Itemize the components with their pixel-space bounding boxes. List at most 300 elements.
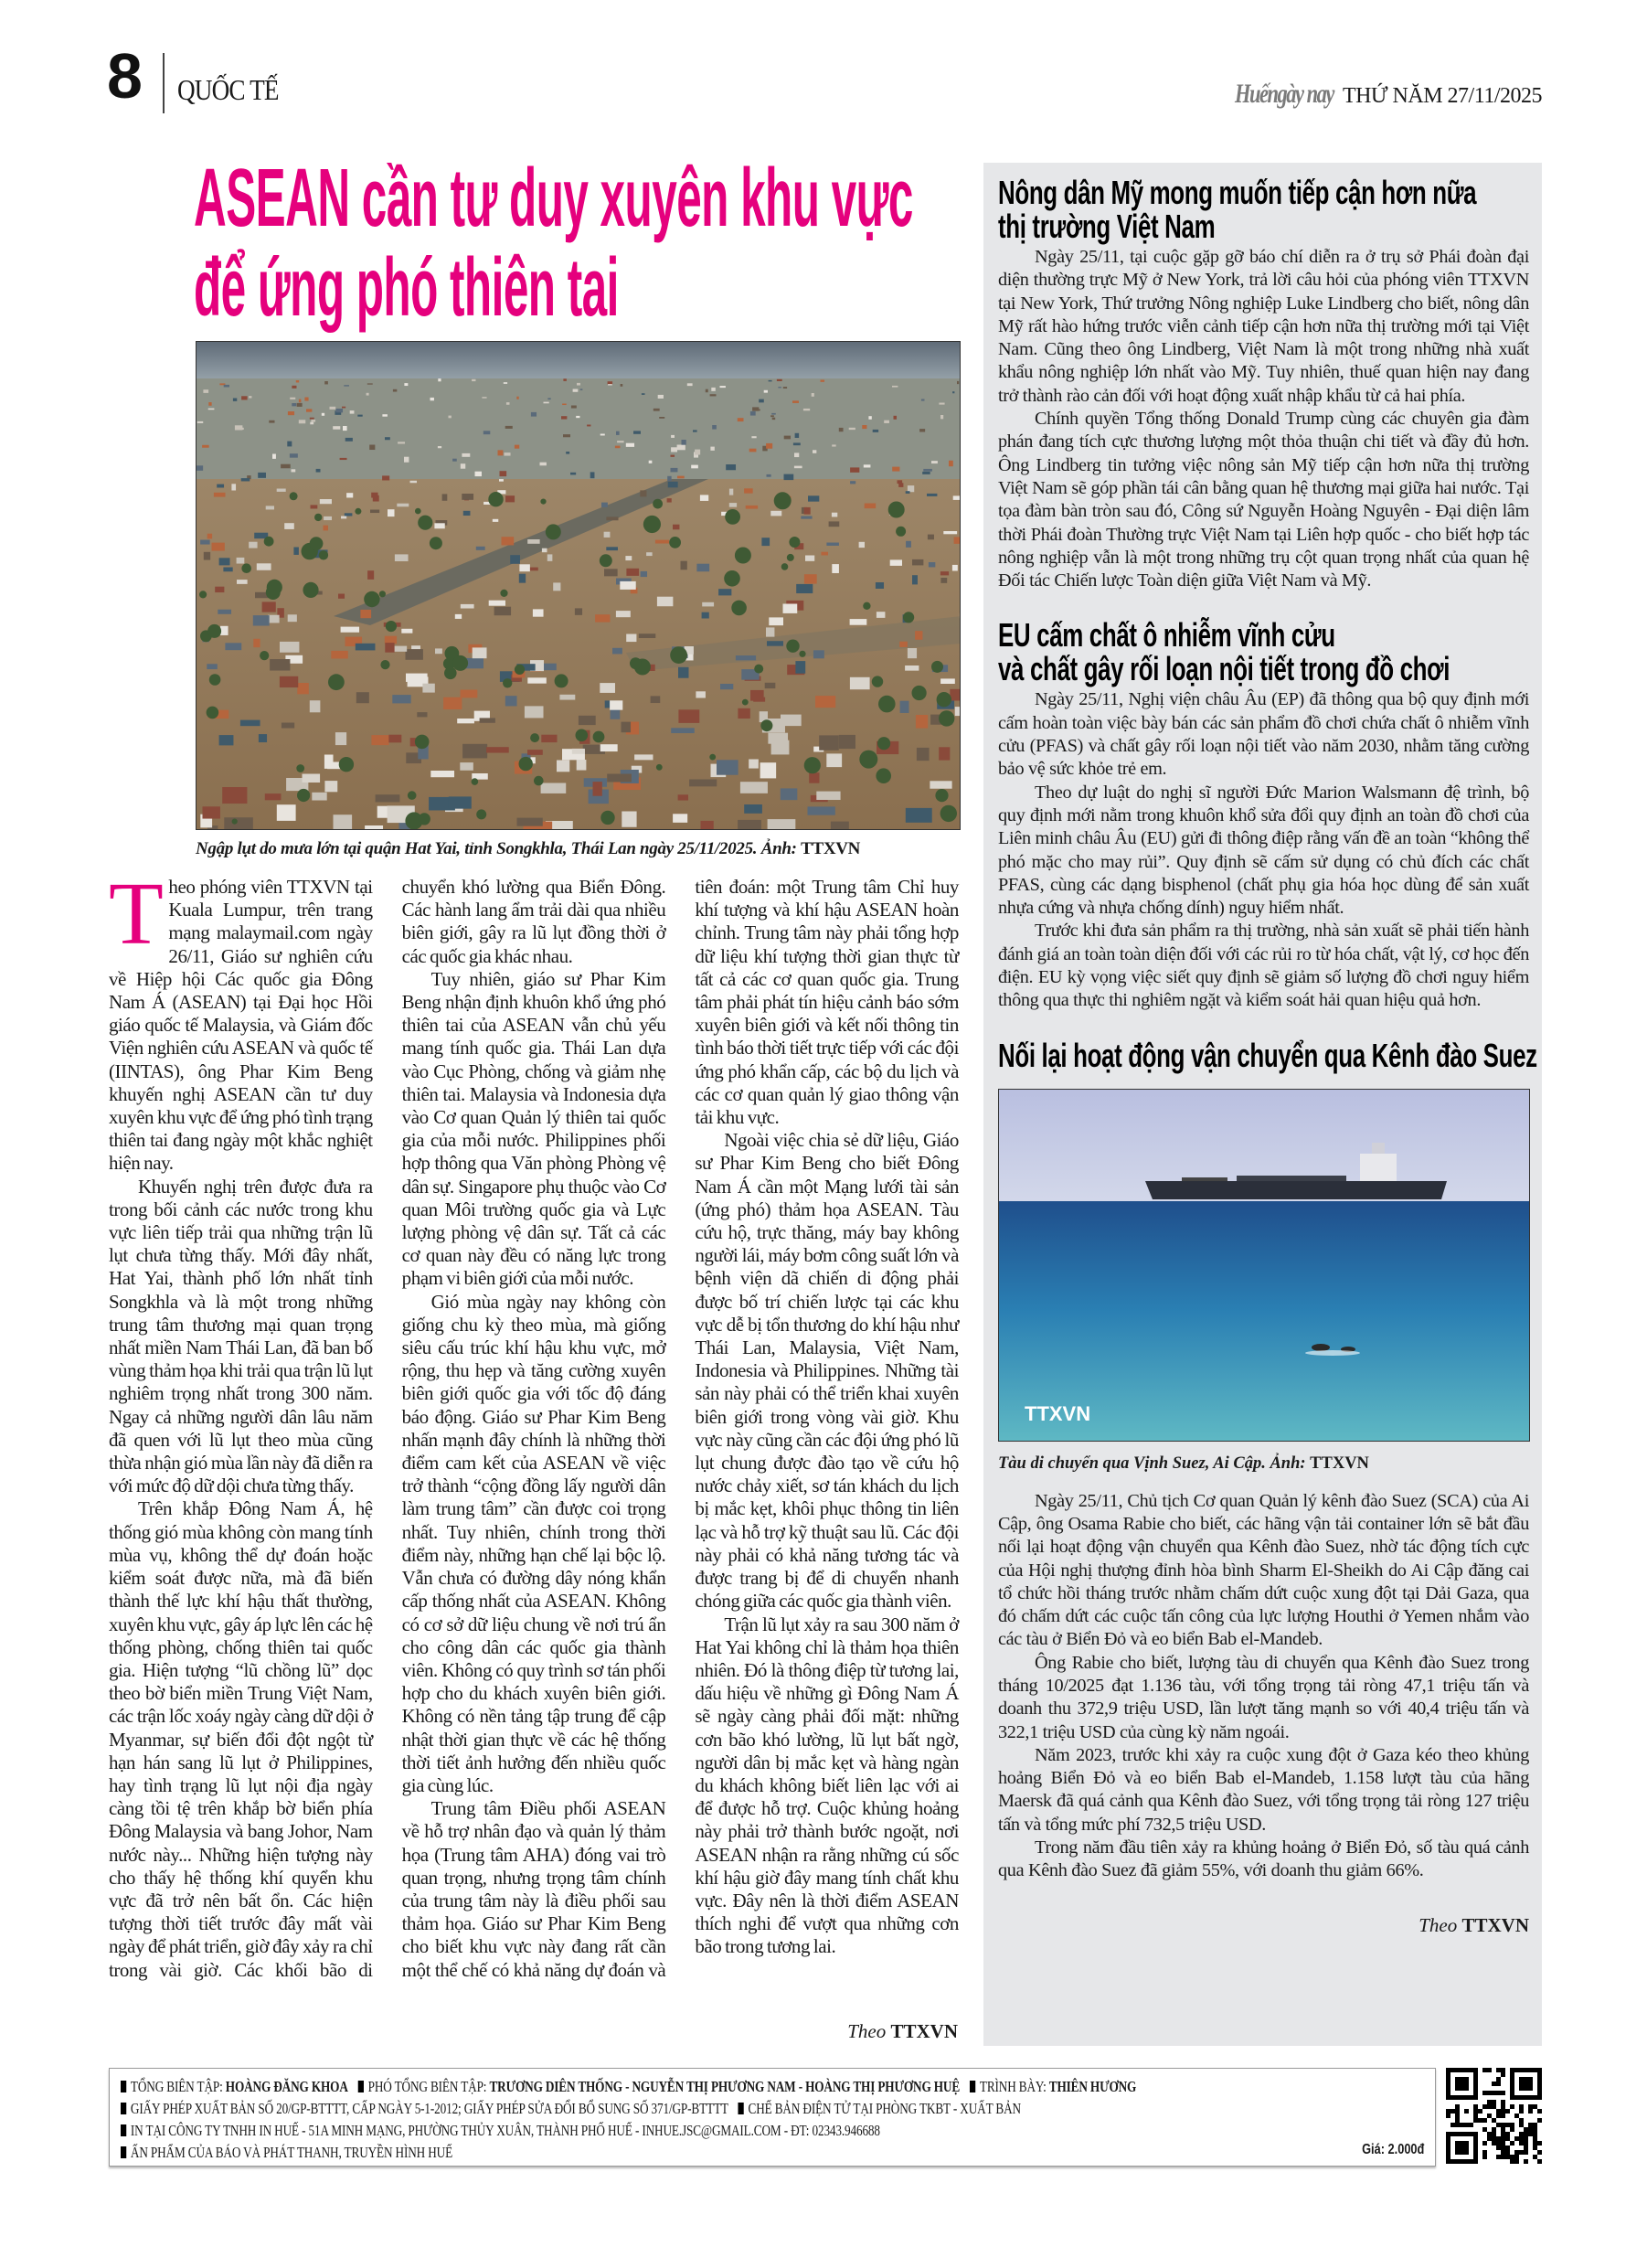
building-roof	[943, 531, 957, 534]
building-roof	[203, 806, 220, 818]
building-roof	[310, 422, 313, 425]
tree	[355, 508, 361, 515]
building-roof	[590, 472, 595, 478]
building-roof	[310, 418, 314, 420]
building-roof	[671, 728, 695, 733]
building-roof	[519, 574, 526, 583]
building-roof	[890, 559, 902, 565]
building-roof	[673, 814, 687, 823]
tree	[912, 686, 927, 700]
building-roof	[331, 651, 347, 659]
paragraph: Theo dự luật do nghị sĩ người Đức Marion Walsmann đệ trình, bộ quy định mới nằm trong khuôn khổ sửa đổi quy định an toàn đồ chơi của Liên minh châu Âu (EU) gửi đi thông điệp rằng vấn đề an toàn “không thể phó mặc cho may rủi”. Quy định sẽ cấm sử dụng có chủ đích các chất PFAS, cùng các dạng bisphenol (chất phụ gia hóa học dùng để sản xuất nhựa cứng và nhựa chống dính) nguy hiểm nhất.	[998, 782, 1529, 919]
building-roof	[241, 478, 250, 481]
building-roof	[922, 472, 930, 474]
building-roof	[626, 569, 639, 576]
brief-us-farmers	[998, 176, 1529, 592]
byline-source: TTXVN	[1461, 1913, 1529, 1936]
tree	[931, 661, 943, 673]
editor-in-chief: HOÀNG ĐĂNG KHOA	[225, 2078, 348, 2095]
building-roof	[461, 463, 465, 468]
building-roof	[510, 555, 520, 564]
building-roof	[577, 383, 580, 386]
tree	[264, 537, 274, 547]
building-roof	[533, 609, 544, 616]
building-roof	[292, 386, 296, 389]
building-roof	[577, 760, 587, 771]
building-roof	[350, 410, 355, 413]
building-roof	[304, 398, 308, 401]
building-roof	[768, 819, 796, 830]
building-roof	[334, 815, 353, 829]
building-roof	[783, 604, 798, 613]
building-roof	[324, 526, 328, 531]
building-roof	[767, 641, 783, 645]
building-roof	[801, 516, 812, 519]
building-roof	[306, 409, 312, 411]
building-roof	[462, 744, 487, 759]
building-roof	[693, 430, 697, 431]
building-roof	[455, 614, 462, 619]
tree	[328, 674, 345, 690]
building-roof	[850, 467, 859, 472]
building-roof	[671, 435, 675, 438]
building-roof	[750, 411, 756, 416]
building-roof	[912, 575, 918, 584]
building-roof	[515, 445, 519, 449]
building-roof	[218, 610, 231, 614]
building-roof	[303, 774, 321, 783]
building-roof	[744, 488, 753, 493]
building-roof	[718, 589, 731, 595]
tree	[530, 733, 539, 742]
tree	[896, 527, 906, 537]
tree	[207, 707, 219, 719]
tree	[415, 735, 430, 750]
building-roof	[678, 667, 688, 678]
building-roof	[335, 732, 346, 745]
building-roof	[792, 400, 799, 403]
tree	[476, 809, 486, 819]
building-roof	[357, 415, 362, 417]
tree	[472, 778, 479, 785]
building-roof	[738, 820, 761, 830]
building-roof	[687, 383, 693, 386]
building-roof	[658, 395, 664, 399]
footer-line-editors	[121, 2076, 1137, 2098]
building-roof	[701, 821, 714, 830]
building-roof	[616, 611, 631, 617]
building-roof	[749, 760, 759, 769]
building-roof	[259, 734, 267, 742]
tree	[260, 651, 269, 660]
tree	[380, 660, 389, 669]
ship-at-sea-image	[999, 1090, 1530, 1442]
layout-designer: THIÊN HƯƠNG	[1048, 2078, 1137, 2095]
building-roof	[258, 473, 266, 478]
building-roof	[553, 582, 560, 591]
building-roof	[812, 393, 814, 397]
tree	[207, 624, 221, 638]
tree	[364, 591, 379, 607]
building-roof	[404, 457, 409, 463]
building-roof	[950, 689, 961, 701]
caption-text: Ngập lụt do mưa lớn tại quận Hat Yai, tỉnh Songkhla, Thái Lan ngày 25/11/2025. Ảnh:	[196, 839, 802, 858]
building-roof	[237, 580, 248, 584]
tree	[534, 776, 544, 786]
building-roof	[562, 404, 567, 406]
building-roof	[223, 568, 232, 572]
building-roof	[505, 696, 517, 706]
building-roof	[696, 564, 709, 572]
building-roof	[493, 519, 498, 522]
building-roof	[952, 391, 954, 393]
building-roof	[338, 594, 345, 599]
building-roof	[641, 571, 647, 577]
building-roof	[892, 467, 899, 472]
building-roof	[476, 547, 485, 550]
building-roof	[640, 490, 646, 496]
building-roof	[277, 489, 286, 492]
building-roof	[839, 428, 844, 431]
building-roof	[219, 558, 230, 565]
building-roof	[826, 543, 839, 546]
building-roof	[620, 581, 635, 590]
headline-line: thị trường Việt Nam	[998, 208, 1216, 245]
building-roof	[939, 403, 944, 405]
building-roof	[398, 442, 405, 443]
building-roof	[667, 498, 672, 502]
photo-caption	[196, 839, 860, 859]
building-roof	[249, 542, 257, 548]
building-roof	[296, 380, 299, 382]
tree	[418, 516, 432, 530]
building-roof	[557, 761, 569, 772]
building-roof	[595, 614, 610, 622]
building-roof	[928, 535, 934, 540]
building-roof	[695, 450, 700, 455]
building-roof	[571, 406, 577, 409]
building-roof	[677, 476, 685, 479]
caption-text: Tàu di chuyển qua Vịnh Suez, Ai Cập. Ảnh:	[998, 1453, 1311, 1473]
building-roof	[438, 378, 441, 381]
building-roof	[908, 485, 914, 492]
building-roof	[667, 476, 671, 481]
building-roof	[900, 701, 909, 713]
building-roof	[919, 429, 925, 431]
building-roof	[600, 744, 618, 751]
building-roof	[769, 380, 772, 381]
building-roof	[953, 495, 961, 499]
paragraph: Ngoài việc chia sẻ dữ liệu, Giáo sư Phar Kim Beng cho biết Đông Nam Á cần một Mạng lưới tài sản (ứng phó) thảm họa ASEAN. Tàu cứu hộ, trực thăng, máy bay không người lái, máy bơm công suất lớn và bệnh viện dã chiến di động phải được bố trí chiến lược tại các khu vực dễ bị tổn thương do khí hậu như Thái Lan, Malaysia, Việt Nam, Indonesia và Philippines. Những tài sản này phải có thể triển khai xuyên biên giới trong vòng vài giờ. Khu vực này cũng cần các đội ứng phó lũ lụt chung được đào tạo về cứu hộ nước chảy xiết, sơ tán khách du lịch bị mắc kẹt, khôi phục thông tin liên lạc và hỗ trợ kỹ thuật sau lũ. Các đội này phải có khả năng tương tác và được trang bị để di chuyển nhanh chóng giữa các quốc gia thành viên.	[695, 1129, 959, 1613]
building-roof	[494, 607, 511, 616]
building-roof	[442, 494, 448, 500]
building-roof	[268, 615, 280, 623]
photo-credit: TTXVN	[801, 839, 861, 858]
building-roof	[561, 416, 567, 419]
building-roof	[678, 709, 699, 723]
building-roof	[804, 574, 817, 583]
building-roof	[395, 554, 409, 561]
tree	[903, 612, 914, 623]
building-roof	[430, 398, 434, 400]
building-roof	[472, 379, 475, 381]
building-roof	[292, 403, 296, 406]
building-roof	[214, 493, 226, 497]
building-roof	[540, 463, 547, 466]
building-roof	[434, 523, 444, 528]
building-roof	[422, 684, 434, 693]
building-roof	[927, 494, 937, 496]
building-roof	[940, 678, 955, 684]
qr-code[interactable]	[1446, 2068, 1542, 2164]
building-roof	[237, 558, 245, 564]
tree	[760, 719, 772, 731]
byline-source: TTXVN	[890, 2020, 958, 2042]
building-roof	[729, 503, 737, 507]
building-roof	[489, 601, 505, 606]
tree	[709, 754, 716, 761]
building-roof	[547, 554, 553, 560]
brief-byline	[998, 1914, 1529, 1937]
building-roof	[563, 378, 566, 381]
tree	[878, 696, 896, 713]
building-roof	[876, 582, 884, 589]
building-roof	[677, 445, 685, 451]
building-roof	[322, 413, 324, 416]
building-roof	[257, 563, 271, 570]
building-roof	[367, 570, 374, 580]
headline-line: để ứng phó thiên tai	[194, 242, 619, 334]
building-roof	[625, 556, 632, 560]
tree	[643, 516, 661, 533]
building-roof	[531, 412, 537, 417]
building-roof	[905, 665, 919, 671]
building-roof	[821, 380, 825, 382]
building-roof	[519, 564, 529, 571]
building-roof	[203, 389, 208, 393]
building-roof	[608, 384, 612, 385]
building-roof	[808, 495, 819, 501]
building-roof	[220, 626, 228, 635]
building-roof	[760, 762, 777, 778]
photo-watermark: TTXVN	[1025, 1401, 1091, 1425]
article-byline	[695, 2020, 958, 2043]
tree	[241, 563, 251, 573]
printer-info: IN TẠI CÔNG TY TNHH IN HUẾ - 51A MINH MẠNG, PHƯỜNG THỦY XUÂN, THÀNH PHỐ HUẾ - INHUE.JSC@GMAIL.COM - ĐT: 02343.946688	[130, 2122, 880, 2139]
tree	[742, 699, 749, 706]
building-roof	[604, 532, 611, 538]
license-info: GIẤY PHÉP XUẤT BẢN SỐ 20/GP-BTTTT, CẤP NGÀY 5-1-2012; GIẤY PHÉP SỬA ĐỔI BỔ SUNG SỐ 371/GP-BTTTT	[130, 2100, 728, 2117]
building-roof	[217, 484, 224, 488]
building-roof	[796, 584, 813, 593]
tree	[297, 789, 310, 802]
building-roof	[642, 393, 645, 395]
building-roof	[612, 648, 622, 655]
tree	[408, 791, 417, 800]
building-roof	[809, 772, 819, 783]
building-roof	[752, 407, 759, 410]
building-roof	[225, 643, 241, 650]
footer-line-license	[121, 2098, 1137, 2120]
building-roof	[832, 444, 835, 446]
building-roof	[726, 464, 736, 470]
building-roof	[805, 556, 814, 561]
building-roof	[404, 383, 408, 386]
building-roof	[388, 509, 395, 516]
tree	[724, 570, 740, 587]
tree	[415, 508, 421, 515]
building-roof	[653, 409, 660, 411]
building-roof	[608, 381, 612, 384]
building-roof	[382, 414, 388, 416]
footer-line-publisher	[121, 2142, 1137, 2164]
building-roof	[832, 564, 839, 573]
building-roof	[462, 453, 470, 457]
building-roof	[850, 481, 855, 484]
building-roof	[815, 696, 835, 708]
paragraph: Theo phóng viên TTXVN tại Kuala Lumpur, trên trang mạng malaymail.com ngày 26/11, Giáo sư nghiên cứu về Hiệp hội Các quốc gia Đông Nam Á (ASEAN) tại Đại học Hồi giáo quốc tế Malaysia, và Giám đốc Viện nghiên cứu ASEAN và quốc tế (IINTAS), ông Phar Kim Beng khuyến nghị ASEAN cần tư duy xuyên khu vực để ứng phó tình trạng thiên tai đang ngày một khắc nghiệt hiện nay.	[109, 865, 373, 1175]
paragraph: Chính quyền Tổng thống Donald Trump cùng các chuyên gia đàm phán đang tích cực thương lượng một thỏa thuận chi tiết và đầy đủ hơn. Ông Lindberg tin tưởng việc nông sản Mỹ tiếp cận hơn nữa thị trường Việt Nam sẽ góp phần tái cân bằng quan hệ thương mại giữa hai nước. Tại tọa đàm bàn tròn sau đó, Công sứ Nguyễn Hoàng Nguyên - Đại diện lâm thời Phái đoàn Thường trực Việt Nam tại Liên hợp quốc - cho biết hợp tác nông nghiệp vẫn là một trong những trụ cột quan trọng nhất của quan hệ Đối tác Chiến lược Toàn diện giữa Việt Nam và Mỹ.	[998, 409, 1529, 591]
tree	[630, 657, 642, 669]
building-roof	[452, 459, 457, 462]
building-roof	[621, 384, 623, 387]
building-roof	[438, 446, 441, 448]
brief-headline	[998, 174, 1477, 245]
building-roof	[671, 468, 678, 473]
building-roof	[784, 474, 794, 481]
section-title: QUỐC TẾ	[177, 73, 279, 106]
building-roof	[207, 534, 212, 539]
building-roof	[960, 565, 961, 573]
building-roof	[768, 733, 788, 744]
label: TRÌNH BÀY:	[979, 2078, 1049, 2095]
building-roof	[600, 683, 615, 693]
tree	[939, 710, 954, 726]
building-roof	[738, 708, 749, 719]
building-roof	[542, 548, 547, 552]
building-roof	[706, 389, 708, 393]
building-roof	[921, 399, 925, 401]
building-roof	[406, 649, 423, 660]
building-roof	[499, 479, 504, 482]
main-headline	[194, 154, 913, 333]
building-roof	[952, 565, 958, 571]
photo-credit: TTXVN	[1310, 1453, 1369, 1473]
building-roof	[344, 385, 349, 386]
building-roof	[293, 548, 299, 555]
tree	[600, 811, 614, 825]
building-roof	[266, 506, 274, 509]
building-roof	[356, 692, 369, 703]
building-roof	[751, 436, 756, 438]
building-roof	[576, 416, 579, 418]
building-roof	[370, 510, 379, 514]
building-roof	[388, 735, 401, 743]
building-roof	[299, 420, 305, 423]
building-roof	[397, 504, 409, 507]
deputy-editors: TRƯƠNG DIÊN THỐNG - NGUYỄN THỊ PHƯƠNG NAM - HOÀNG THỊ PHƯƠNG HUỆ	[489, 2078, 961, 2095]
building-roof	[873, 430, 878, 432]
headline-line: ASEAN cần tư duy xuyên khu vực	[194, 153, 913, 244]
building-roof	[280, 676, 298, 687]
building-roof	[410, 481, 418, 483]
building-roof	[371, 735, 388, 745]
footer-line-printer	[121, 2120, 1137, 2142]
building-roof	[385, 437, 390, 440]
building-roof	[265, 793, 282, 800]
building-roof	[859, 542, 865, 548]
building-roof	[894, 416, 898, 420]
building-roof	[702, 602, 714, 607]
building-roof	[541, 735, 557, 742]
tree	[863, 602, 870, 610]
building-roof	[288, 614, 297, 622]
building-roof	[480, 718, 495, 722]
building-roof	[710, 447, 714, 451]
building-roof	[341, 516, 346, 519]
building-roof	[831, 822, 849, 830]
paragraph: Trước khi đưa sản phẩm ra thị trường, nhà sản xuất sẽ phải tiến hành đánh giá an toàn toàn diện đối với các rủi ro từ hóa chất, vật lý, cơ học đến điện. EU kỳ vọng việc siết quy định sẽ giảm số lượng đồ chơi nguy hiểm thông qua thực thi nghiêm ngặt và kiểm soát hải quan hiệu quả hơn.	[998, 921, 1529, 1011]
brief-body	[998, 688, 1529, 1012]
building-roof	[572, 749, 585, 754]
building-roof	[224, 385, 229, 388]
paragraph: Năm 2023, trước khi xảy ra cuộc xung đột ở Gaza kéo theo khủng hoảng Biển Đỏ và eo biển Bab el-Mandeb, 1.158 lượt tàu của hãng Maersk đã quá cảnh qua Kênh đào Suez, với tổng trọng tải ròng 127 triệu tấn và tổng mức phí 732,5 triệu USD.	[998, 1744, 1529, 1835]
building-roof	[744, 804, 762, 814]
building-roof	[460, 762, 473, 771]
building-roof	[367, 393, 369, 396]
building-roof	[819, 735, 839, 750]
tree	[452, 655, 468, 671]
building-roof	[826, 753, 842, 767]
tree	[735, 548, 751, 564]
building-roof	[579, 716, 596, 725]
page-number: 8	[107, 40, 143, 112]
building-roof	[795, 433, 800, 438]
tree	[314, 514, 322, 521]
headline-line: Nông dân Mỹ mong muốn tiếp cận hơn nữa	[998, 174, 1477, 211]
building-roof	[527, 539, 539, 544]
building-roof	[573, 389, 579, 392]
building-roof	[382, 475, 389, 480]
building-roof	[385, 643, 394, 653]
building-roof	[746, 506, 758, 509]
building-roof	[906, 491, 910, 494]
building-roof	[231, 484, 236, 490]
building-roof	[277, 804, 296, 821]
brief-headline	[998, 1036, 1537, 1074]
building-roof	[394, 646, 407, 652]
building-roof	[311, 420, 315, 421]
building-roof	[729, 489, 733, 495]
building-roof	[343, 426, 347, 431]
building-roof	[766, 627, 774, 636]
building-roof	[593, 782, 602, 796]
building-roof	[808, 806, 835, 815]
building-roof	[813, 450, 816, 453]
building-roof	[761, 538, 770, 546]
building-roof	[212, 543, 225, 551]
building-roof	[241, 396, 247, 399]
tree	[653, 499, 663, 509]
tree	[725, 509, 740, 525]
tree	[296, 764, 304, 772]
building-roof	[282, 723, 294, 729]
paragraph: Gió mùa ngày nay không còn giống chu kỳ theo mùa, mà giống siêu cấu trúc khí hậu khu vực, mở rộng, thu hẹp và tăng cường xuyên biên giới quốc gia với tốc độ đáng báo động. Giáo sư Phar Kim Beng nhấn mạnh đây chính là những thời điểm cam kết của ASEAN về việc trở thành “cộng đồng lấy người dân làm trung tâm” cần được coi trọng nhất. Tuy nhiên, chính trong thời điểm này, những hạn chế lại bộc lộ. Vẫn chưa có đường dây nóng khẩn cấp thống nhất của ASEAN. Không có cơ sở dữ liệu chung về nơi trú ẩn cho công dân các quốc gia thành viên. Không có quy trình sơ tán phối hợp cho du khách xuyên biên giới. Không có nền tảng tập trung để cập nhật thời gian thực về các hệ thống thời tiết ảnh hưởng đến nhiều quốc gia cùng lúc.	[401, 1290, 666, 1796]
building-roof	[270, 659, 290, 671]
tree	[877, 737, 890, 750]
building-roof	[616, 431, 620, 435]
photo-caption	[998, 1454, 1529, 1474]
